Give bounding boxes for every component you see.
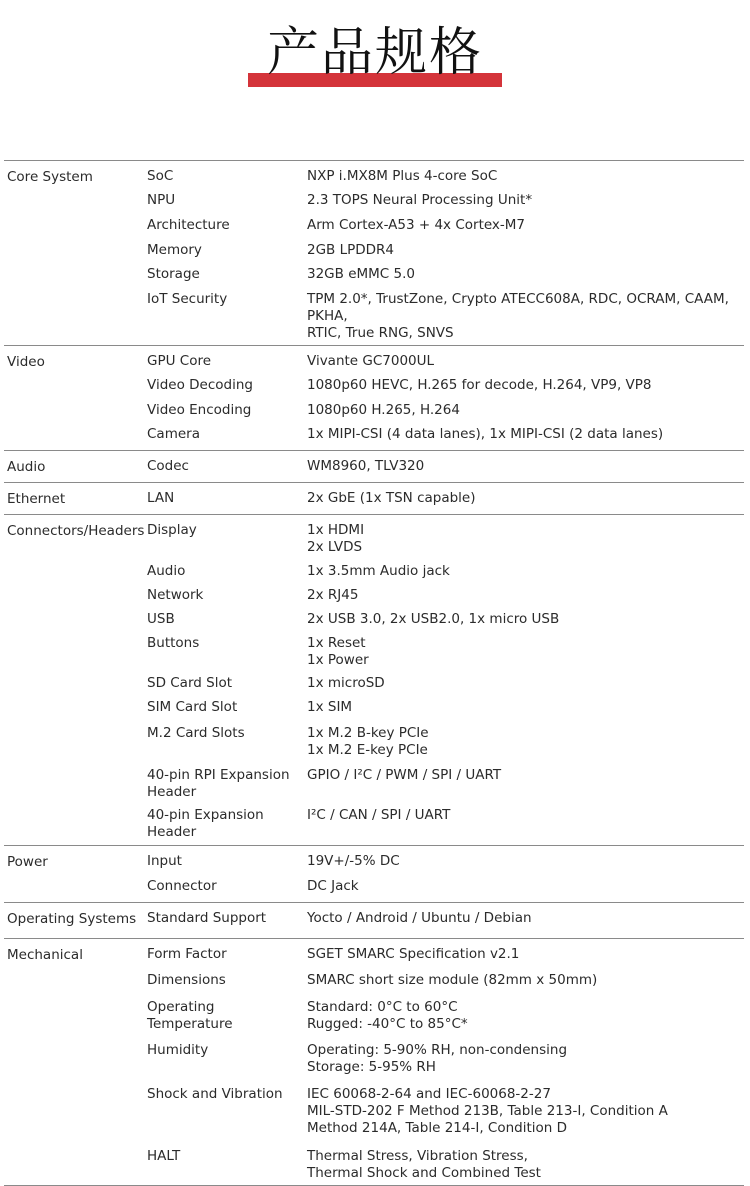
spec-label: Video Encoding <box>147 402 252 418</box>
spec-label: Buttons <box>147 635 200 651</box>
spec-label: Camera <box>147 426 200 442</box>
spec-row <box>4 291 744 345</box>
spec-value: 1x Reset 1x Power <box>307 635 369 668</box>
spec-label: Shock and Vibration <box>147 1086 283 1102</box>
spec-category: Core System <box>7 169 93 185</box>
spec-group <box>4 514 744 845</box>
spec-value: SGET SMARC Specification v2.1 <box>307 946 520 962</box>
spec-table <box>4 160 744 1186</box>
spec-row <box>4 767 744 807</box>
spec-row <box>4 878 744 902</box>
spec-label: SD Card Slot <box>147 675 233 691</box>
spec-label: Memory <box>147 242 202 258</box>
spec-label: Input <box>147 853 182 869</box>
spec-group <box>4 938 744 1186</box>
spec-group <box>4 482 744 514</box>
spec-row <box>4 266 744 291</box>
spec-label: M.2 Card Slots <box>147 725 245 741</box>
spec-value: 2GB LPDDR4 <box>307 242 395 258</box>
spec-row <box>4 587 744 611</box>
spec-value: 1x MIPI-CSI (4 data lanes), 1x MIPI-CSI (2 data lanes) <box>307 426 664 442</box>
spec-row <box>4 426 744 450</box>
spec-label: 40-pin Expansion Header <box>147 807 264 840</box>
spec-category: Audio <box>7 459 46 475</box>
spec-row <box>4 192 744 217</box>
spec-label: LAN <box>147 490 175 506</box>
spec-value: SMARC short size module (82mm x 50mm) <box>307 972 598 988</box>
spec-label: NPU <box>147 192 176 208</box>
spec-row <box>4 1042 744 1086</box>
spec-value: 1x HDMI 2x LVDS <box>307 522 365 555</box>
spec-value: 1x microSD <box>307 675 385 691</box>
spec-value: 2x USB 3.0, 2x USB2.0, 1x micro USB <box>307 611 560 627</box>
spec-row <box>4 972 744 999</box>
spec-row <box>4 675 744 699</box>
spec-row <box>4 725 744 767</box>
spec-row <box>4 1148 744 1185</box>
spec-value: 1x 3.5mm Audio jack <box>307 563 450 579</box>
spec-label: Architecture <box>147 217 230 233</box>
spec-category: Connectors/Headers <box>7 523 145 539</box>
spec-label: Video Decoding <box>147 377 253 393</box>
spec-label: Connector <box>147 878 217 894</box>
spec-label: Codec <box>147 458 189 474</box>
spec-label: HALT <box>147 1148 181 1164</box>
spec-row <box>4 483 744 514</box>
spec-label: SoC <box>147 168 174 184</box>
spec-row <box>4 699 744 725</box>
spec-group <box>4 345 744 450</box>
spec-label: 40-pin RPI Expansion Header <box>147 767 290 800</box>
spec-row <box>4 377 744 402</box>
spec-label: Humidity <box>147 1042 209 1058</box>
spec-row <box>4 346 744 377</box>
spec-value: 32GB eMMC 5.0 <box>307 266 415 282</box>
spec-group <box>4 902 744 938</box>
spec-value: Arm Cortex-A53 + 4x Cortex-M7 <box>307 217 526 233</box>
spec-category: Power <box>7 854 48 870</box>
spec-label: Storage <box>147 266 200 282</box>
spec-row <box>4 1086 744 1148</box>
spec-row <box>4 999 744 1042</box>
spec-label: Standard Support <box>147 910 267 926</box>
spec-value: NXP i.MX8M Plus 4-core SoC <box>307 168 498 184</box>
spec-value: 19V+/-5% DC <box>307 853 400 869</box>
spec-row <box>4 451 744 482</box>
spec-row <box>4 242 744 266</box>
spec-group <box>4 845 744 902</box>
spec-value: Vivante GC7000UL <box>307 353 435 369</box>
spec-row <box>4 635 744 675</box>
spec-category: Operating Systems <box>7 911 137 927</box>
spec-value: Yocto / Android / Ubuntu / Debian <box>307 910 532 926</box>
spec-value: WM8960, TLV320 <box>307 458 425 474</box>
spec-row <box>4 217 744 242</box>
spec-label: Dimensions <box>147 972 226 988</box>
spec-label: Operating Temperature <box>147 999 233 1032</box>
spec-row <box>4 563 744 587</box>
spec-value: DC Jack <box>307 878 359 894</box>
spec-label: USB <box>147 611 175 627</box>
spec-value: 2x RJ45 <box>307 587 359 603</box>
spec-label: Network <box>147 587 204 603</box>
spec-label: Display <box>147 522 197 538</box>
spec-value: 1x SIM <box>307 699 353 715</box>
spec-row <box>4 903 744 938</box>
spec-row <box>4 846 744 878</box>
spec-category: Ethernet <box>7 491 66 507</box>
spec-row <box>4 402 744 426</box>
spec-value: 2.3 TOPS Neural Processing Unit* <box>307 192 533 208</box>
spec-row <box>4 515 744 563</box>
spec-label: Audio <box>147 563 186 579</box>
spec-row <box>4 611 744 635</box>
spec-value: I²C / CAN / SPI / UART <box>307 807 451 823</box>
spec-row <box>4 939 744 972</box>
spec-row <box>4 807 744 845</box>
spec-label: IoT Security <box>147 291 228 307</box>
spec-label: Form Factor <box>147 946 227 962</box>
spec-group <box>4 450 744 482</box>
spec-label: GPU Core <box>147 353 212 369</box>
page-header <box>0 22 750 92</box>
spec-value: IEC 60068-2-64 and IEC-60068-2-27 MIL-STD-202 F Method 213B, Table 213-I, Condition A Method 214A, Table 214-I, Condition D <box>307 1086 668 1136</box>
page-title: 产品规格 <box>266 23 483 83</box>
spec-value: 1080p60 H.265, H.264 <box>307 402 460 418</box>
spec-category: Video <box>7 354 45 370</box>
spec-value: Thermal Stress, Vibration Stress, Thermal Shock and Combined Test <box>307 1148 541 1181</box>
spec-group <box>4 160 744 345</box>
spec-value: 1080p60 HEVC, H.265 for decode, H.264, VP9, VP8 <box>307 377 652 393</box>
spec-category: Mechanical <box>7 947 83 963</box>
spec-value: Operating: 5-90% RH, non-condensing Storage: 5-95% RH <box>307 1042 568 1075</box>
spec-value: 2x GbE (1x TSN capable) <box>307 490 476 506</box>
spec-value: TPM 2.0*, TrustZone, Crypto ATECC608A, RDC, OCRAM, CAAM, PKHA, RTIC, True RNG, SNVS <box>307 291 729 341</box>
spec-label: SIM Card Slot <box>147 699 238 715</box>
spec-value: 1x M.2 B-key PCIe 1x M.2 E-key PCIe <box>307 725 429 758</box>
spec-value: GPIO / I²C / PWM / SPI / UART <box>307 767 502 783</box>
spec-row <box>4 161 744 192</box>
spec-value: Standard: 0°C to 60°C Rugged: -40°C to 85°C* <box>307 999 468 1032</box>
